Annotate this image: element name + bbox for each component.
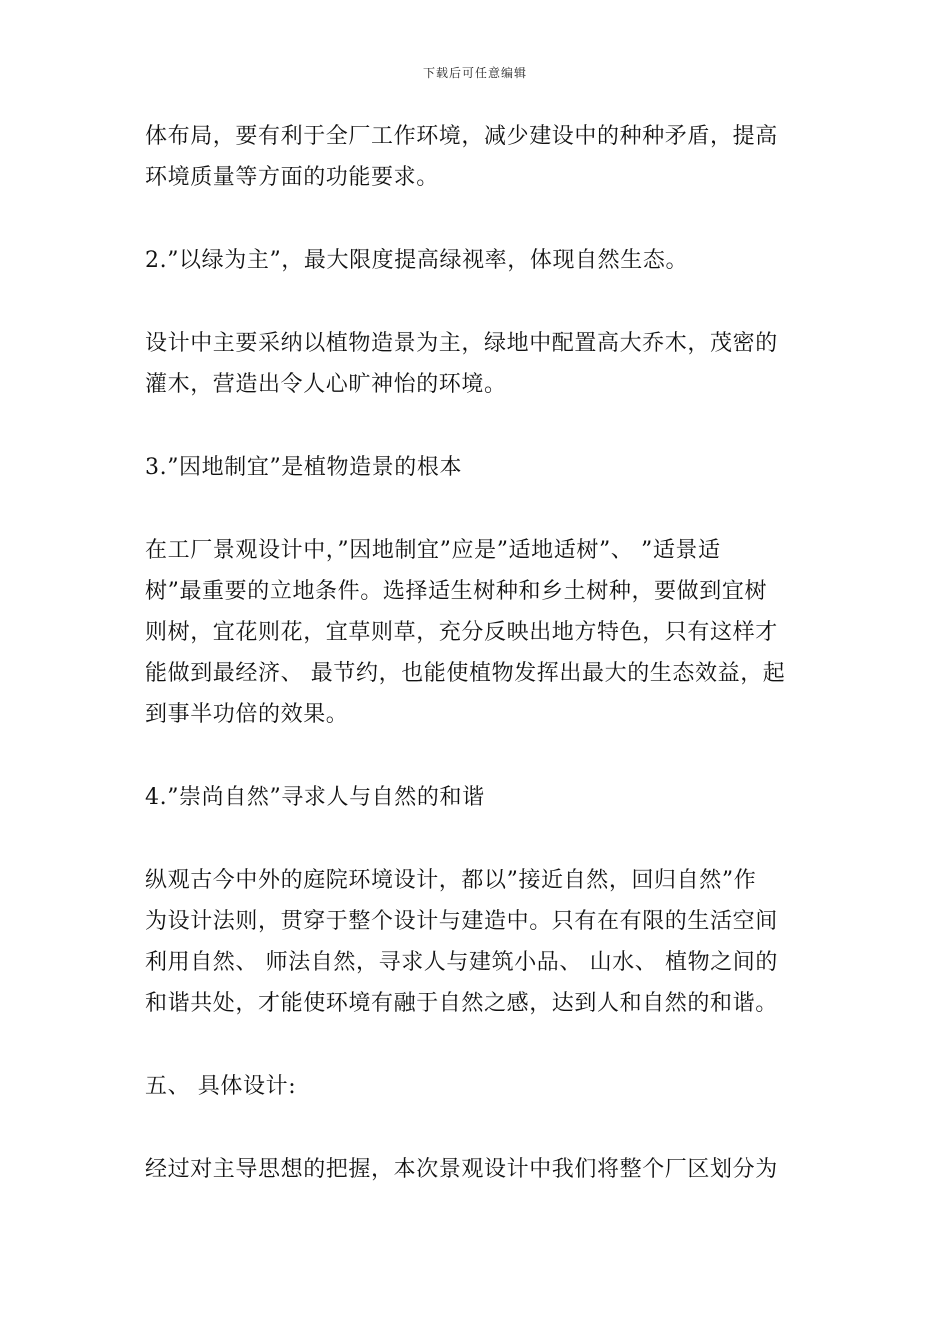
text-line: 灌木，营造出令人心旷神怡的环境。 bbox=[145, 372, 507, 397]
text-line: 为设计法则，贯穿于整个设计与建造中。只有在有限的生活空间 bbox=[145, 909, 778, 934]
text-line: 设计中主要采纳以植物造景为主，绿地中配置高大乔木，茂密的 bbox=[145, 331, 778, 356]
heading-green-principle bbox=[145, 240, 810, 281]
text-line: 在工厂景观设计中，”因地制宜”应是”适地适树”、 ”适景适 bbox=[145, 538, 721, 563]
paragraph-local-conditions bbox=[145, 530, 810, 735]
text-line: 经过对主导思想的把握，本次景观设计中我们将整个厂区划分为 bbox=[145, 1157, 778, 1182]
page-header: 下载后可任意编辑 bbox=[422, 66, 527, 80]
text-line: 到事半功倍的效果。 bbox=[145, 702, 349, 727]
text-line: 纵观古今中外的庭院环境设计，都以”接近自然，回归自然”作 bbox=[145, 868, 757, 893]
document-body bbox=[145, 116, 810, 1232]
text-line: 体布局，要有利于全厂工作环境，减少建设中的种种矛盾，提高 bbox=[145, 124, 778, 149]
text-line: 环境质量等方面的功能要求。 bbox=[145, 165, 439, 190]
text-line: 五、 具体设计: bbox=[145, 1074, 297, 1099]
text-line: 树”最重要的立地条件。选择适生树种和乡土树种，要做到宜树 bbox=[145, 579, 768, 604]
paragraph-layout-intro bbox=[145, 116, 810, 198]
text-line: 3.”因地制宜”是植物造景的根本 bbox=[145, 455, 463, 480]
paragraph-plant-design bbox=[145, 323, 810, 405]
heading-specific-design bbox=[145, 1066, 810, 1107]
text-line: 则树，宜花则花，宜草则草，充分反映出地方特色，只有这样才 bbox=[145, 620, 778, 645]
text-line: 能做到最经济、 最节约，也能使植物发挥出最大的生态效益，起 bbox=[145, 661, 786, 686]
text-line: 2.”以绿为主”，最大限度提高绿视率，体现自然生态。 bbox=[145, 248, 689, 273]
heading-nature-harmony bbox=[145, 777, 810, 818]
heading-local-conditions bbox=[145, 447, 810, 488]
text-line: 4.”崇尚自然”寻求人与自然的和谐 bbox=[145, 785, 485, 810]
text-line: 和谐共处，才能使环境有融于自然之感，达到人和自然的和谐。 bbox=[145, 991, 778, 1016]
paragraph-nature-harmony bbox=[145, 860, 810, 1024]
text-line: 利用自然、 师法自然，寻求人与建筑小品、 山水、 植物之间的 bbox=[145, 950, 778, 975]
paragraph-zoning bbox=[145, 1149, 810, 1190]
